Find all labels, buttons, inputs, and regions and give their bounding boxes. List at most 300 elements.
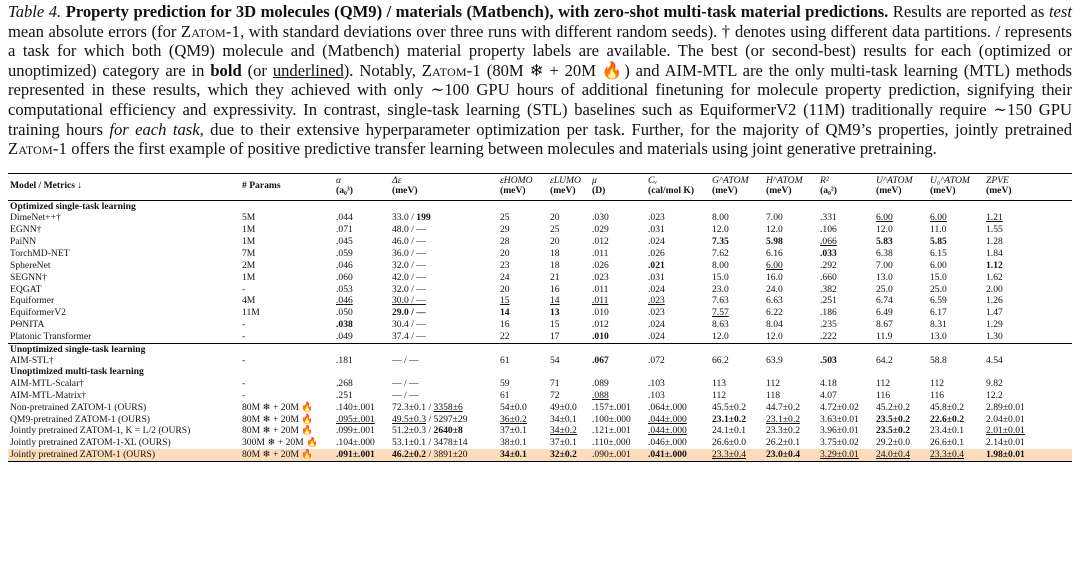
params-cell: 1M — [242, 224, 256, 236]
caption-text-1: Results are reported as — [892, 2, 1049, 21]
metric-cell: 30.0 / — — [392, 295, 426, 307]
model-name-cell: Jointly pretrained ZATOM-1 (OURS) — [8, 449, 240, 461]
metric-cell: .045 — [336, 235, 353, 247]
metric-cell: 24.0±0.4 — [874, 449, 928, 461]
column-unit: (meV) — [712, 185, 738, 197]
caption-bold-word: bold — [210, 60, 242, 80]
metric-cell: .012 — [592, 319, 609, 331]
table-row — [8, 295, 1072, 307]
section-header-row — [8, 200, 1072, 212]
metric-cell: 37±0.1 — [500, 425, 527, 437]
metric-cell: 26.6±0.1 — [930, 437, 965, 449]
model-name-cell: Equiformer — [10, 295, 55, 307]
metric-cell: 20 — [550, 212, 560, 224]
table-caption — [8, 2, 1072, 159]
metric-cell: 1.47 — [986, 307, 1003, 319]
metric-cell: 30.4 / — — [392, 319, 426, 331]
metric-cell: 1.98±0.01 — [984, 449, 1072, 461]
metric-cell: 54±0.0 — [500, 401, 527, 413]
metric-cell: 61 — [500, 354, 510, 366]
metric-cell: .222 — [820, 331, 837, 343]
metric-cell: 1.62 — [986, 271, 1003, 283]
metric-cell: .186 — [820, 307, 837, 319]
metric-cell: .031 — [648, 271, 665, 283]
column-unit: (meV) — [392, 185, 418, 197]
model-name-cell: DimeNet++† — [10, 212, 61, 224]
metric-cell: .100±.000 — [592, 413, 631, 425]
params-cell: 1M — [242, 235, 256, 247]
model-name-cell: Jointly pretrained ZATOM-1-XL (OURS) — [10, 437, 171, 449]
metric-cell: 34±0.2 — [550, 425, 577, 437]
table-row — [8, 449, 1072, 461]
metric-cell: 12.0 — [766, 224, 783, 236]
column-header — [646, 173, 710, 200]
metric-cell: .050 — [336, 307, 353, 319]
metric-cell: .049 — [336, 331, 353, 343]
table-row — [8, 401, 1072, 413]
metric-cell: 6.17 — [930, 307, 947, 319]
metric-cell: 7.00 — [876, 259, 893, 271]
metric-cell: .023 — [648, 295, 665, 307]
metric-cell: 6.00 — [766, 259, 783, 271]
metric-cell: 45.8±0.2 — [930, 401, 965, 413]
metric-cell: 23.5±0.2 — [876, 425, 911, 437]
section-title: Unoptimized multi-task learning — [10, 366, 144, 378]
metric-cell: 3.75±0.02 — [820, 437, 859, 449]
caption-text-4: (or — [241, 60, 273, 80]
table-title: Property prediction for 3D molecules (QM9) / materials (Matbench), with zero-shot multi-task material predictions. — [65, 2, 889, 21]
metric-cell: .235 — [820, 319, 837, 331]
caption-text-8: offers the first example of positive predictive transfer learning between molecules and materials using joint generative pretraining. — [67, 139, 937, 159]
metric-cell: 17 — [550, 331, 560, 343]
metric-cell: .095±.001 — [336, 413, 375, 425]
metric-cell: 4.72±0.02 — [820, 401, 859, 413]
metric-cell: .026 — [648, 247, 665, 259]
params-cell: 80M ❄ + 20M 🔥 — [240, 449, 334, 461]
model-name-cell: Jointly pretrained ZATOM-1, K = L/2 (OURS) — [10, 425, 191, 437]
metric-cell: 71 — [550, 377, 560, 389]
metric-cell: 23.3±0.2 — [766, 425, 801, 437]
metric-cell: 8.31 — [930, 319, 947, 331]
metric-cell: .044±.000 — [648, 413, 687, 425]
section-header-row — [8, 366, 1072, 377]
metric-cell: 23.1±0.2 — [766, 413, 801, 425]
metric-cell: 2.00 — [986, 283, 1003, 295]
page — [8, 2, 1072, 462]
metric-cell: .103 — [648, 389, 665, 401]
metric-cell: .181 — [336, 354, 353, 366]
caption-emph-each-task: for each task — [109, 119, 200, 139]
metric-cell: 22.6±0.2 — [930, 413, 965, 425]
column-unit: # Params — [242, 180, 281, 191]
metric-cell: 36±0.2 — [500, 413, 527, 425]
column-header — [984, 173, 1072, 200]
metric-cell: 6.00 — [930, 212, 947, 224]
column-symbol: εHOMO — [500, 174, 533, 186]
metric-cell: 1.28 — [986, 235, 1003, 247]
metric-cell: .503 — [820, 354, 837, 366]
metric-cell: 8.63 — [712, 319, 729, 331]
metric-cell: .024 — [648, 235, 665, 247]
params-cell: 1M — [242, 271, 256, 283]
metric-cell: .010 — [592, 307, 609, 319]
metric-cell: 33.0 / 199 — [392, 212, 431, 224]
metric-cell: 48.0 / — — [392, 224, 426, 236]
metric-cell: 25 — [500, 212, 510, 224]
model-name-cell: EGNN† — [10, 224, 42, 236]
metric-cell: 6.15 — [930, 247, 947, 259]
column-unit: (D) — [592, 185, 606, 197]
column-unit: (meV) — [550, 185, 576, 197]
metric-cell: 14 — [500, 307, 510, 319]
metric-cell: — / — — [392, 354, 419, 366]
metric-cell: .088 — [592, 389, 609, 401]
metric-cell: 29.2±0.0 — [876, 437, 911, 449]
metric-cell: .030 — [592, 212, 609, 224]
metric-cell: .011 — [592, 247, 609, 259]
metric-cell: .029 — [592, 224, 609, 236]
metric-cell: 63.9 — [766, 354, 783, 366]
metric-cell: 1.21 — [986, 212, 1003, 224]
metric-cell: .103 — [648, 377, 665, 389]
metric-cell: .066 — [820, 235, 837, 247]
metric-cell: 24.1±0.1 — [712, 425, 747, 437]
metric-cell: .064±.000 — [648, 401, 687, 413]
metric-cell: 112 — [712, 389, 727, 401]
metric-cell: 12.0 — [712, 224, 729, 236]
params-cell: 11M — [242, 307, 260, 319]
metric-cell: 6.49 — [876, 307, 893, 319]
metric-cell: 13.0 — [876, 271, 893, 283]
metric-cell: 7.35 — [712, 235, 729, 247]
metric-cell: 46.2±0.2 / 3891±20 — [390, 449, 498, 461]
table-row — [8, 377, 1072, 389]
model-name-cell: PaiNN — [10, 235, 37, 247]
metric-cell: 2.89±0.01 — [986, 401, 1025, 413]
model-name-cell: EQGAT — [10, 283, 42, 295]
metric-cell: 23 — [500, 259, 510, 271]
metric-cell: 16 — [500, 319, 510, 331]
metric-cell: 49.5±0.3 / 5297±29 — [392, 413, 468, 425]
metric-cell: 12.0 — [766, 331, 783, 343]
params-cell: - — [242, 331, 246, 343]
metric-cell: .067 — [592, 354, 609, 366]
metric-cell: 45.5±0.2 — [712, 401, 747, 413]
caption-model-name-1: Zatom-1 — [180, 21, 241, 41]
metric-cell: 72 — [550, 389, 560, 401]
model-name-cell: SphereNet — [10, 259, 51, 271]
metric-cell: 4.07 — [820, 389, 837, 401]
params-cell: 2M — [242, 259, 256, 271]
caption-text-3: , with standard deviations over three runs with different random seeds). † denotes using different data partitions. / represents a task for which both (QM9) molecule and (Matbench) material property labels are available. The best (or second-best) results for each (optimized or unoptimized) category are in — [8, 21, 1072, 80]
metric-cell: 3.96±0.01 — [820, 425, 859, 437]
metric-cell: 3.63±0.01 — [820, 413, 859, 425]
model-name-cell: QM9-pretrained ZATOM-1 (OURS) — [10, 413, 150, 425]
table-row — [8, 247, 1072, 259]
caption-underlined-word: underlined — [272, 60, 344, 80]
table-row — [8, 413, 1072, 425]
column-unit: (a₀³) — [336, 185, 353, 197]
model-name-cell: AIM-MTL-Scalar† — [10, 377, 85, 389]
metric-cell: 2.04±0.01 — [986, 413, 1025, 425]
params-cell: 80M ❄ + 20M 🔥 — [242, 401, 314, 413]
column-symbol: α — [336, 174, 342, 186]
column-symbol: μ — [592, 174, 597, 186]
metric-cell: 29 — [500, 224, 510, 236]
model-name-cell: Non-pretrained ZATOM-1 (OURS) — [10, 401, 147, 413]
metric-cell: 36.0 / — — [392, 247, 426, 259]
metric-cell: .292 — [820, 259, 837, 271]
metric-cell: .110±.000 — [592, 437, 631, 449]
column-header — [390, 173, 498, 200]
metric-cell: .046 — [336, 295, 353, 307]
metric-cell: 6.74 — [876, 295, 893, 307]
caption-text-7: , due to their extensive hyperparameter optimization per task. Further, for the majority of QM9’s properties, jointly pretrained — [199, 119, 1072, 139]
metric-cell: 7.57 — [712, 307, 729, 319]
column-symbol: εLUMO — [550, 174, 581, 186]
metric-cell: .099±.001 — [336, 425, 375, 437]
metric-cell: 1.30 — [986, 331, 1003, 343]
caption-model-name-3: Zatom-1 — [8, 139, 68, 159]
metric-cell: 23.3±0.4 — [710, 449, 764, 461]
metric-cell: 23.5±0.2 — [876, 413, 911, 425]
metric-cell: 24.0 — [766, 283, 783, 295]
metric-cell: .060 — [336, 271, 353, 283]
metric-cell: 13.0 — [930, 331, 947, 343]
params-cell: - — [242, 389, 246, 401]
section-title: Optimized single-task learning — [10, 200, 136, 212]
metric-cell: 22 — [500, 331, 510, 343]
table-row — [8, 224, 1072, 236]
table-row — [8, 236, 1072, 248]
caption-text-6: (80M ❄ + 20M 🔥) and AIM-MTL are the only multi-task learning (MTL) methods represented in these results, which they achieved with only ∼100 GPU hours of additional finetuning for molecule property prediction, signifying their computational efficiency and expressivity. In contrast, single-task learning (STL) baselines such as EquiformerV2 (11M) traditionally require ∼150 GPU training hours — [8, 60, 1072, 139]
column-unit: (meV) — [500, 185, 526, 197]
column-header — [874, 173, 928, 200]
metric-cell: 29.0 / — — [392, 307, 426, 319]
metric-cell: 118 — [766, 389, 781, 401]
metric-cell: 4.18 — [820, 377, 837, 389]
column-unit: (meV) — [766, 185, 792, 197]
metric-cell: 2.01±0.01 — [986, 425, 1025, 437]
metric-cell: 49±0.0 — [550, 401, 577, 413]
metric-cell: .024 — [648, 331, 665, 343]
metric-cell: 32.0 / — — [392, 283, 426, 295]
metric-cell: 12.0 — [876, 224, 893, 236]
metric-cell: 25.0 — [930, 283, 947, 295]
column-symbol: ZPVE — [986, 174, 1009, 186]
metric-cell: 6.22 — [766, 307, 783, 319]
metric-cell: 7.00 — [766, 212, 783, 224]
metric-cell: 1.12 — [986, 259, 1003, 271]
model-name-cell: AIM-STL† — [10, 354, 54, 366]
column-header — [590, 173, 646, 200]
column-symbol: U₀^ATOM — [930, 174, 970, 186]
metric-cell: 16.0 — [766, 271, 783, 283]
metric-cell: 18 — [550, 247, 560, 259]
metric-cell: .089 — [592, 377, 609, 389]
metric-cell: .021 — [648, 259, 665, 271]
params-cell: 80M ❄ + 20M 🔥 — [242, 413, 314, 425]
column-symbol: R² — [820, 174, 829, 186]
column-header — [764, 173, 818, 200]
metric-cell: .090±.001 — [590, 449, 646, 461]
metric-cell: 25.0 — [876, 283, 893, 295]
metric-cell: .331 — [820, 212, 837, 224]
metric-cell: .011 — [592, 295, 609, 307]
params-cell: - — [242, 377, 246, 389]
metric-cell: 59 — [500, 377, 510, 389]
metric-cell: .023 — [648, 307, 665, 319]
column-header — [710, 173, 764, 200]
metric-cell: 6.00 — [876, 212, 893, 224]
metric-cell: 23.1±0.2 — [712, 413, 747, 425]
metric-cell: 14 — [550, 295, 560, 307]
caption-emph-test: test — [1048, 2, 1072, 21]
metric-cell: .071 — [336, 224, 353, 236]
table-row — [8, 283, 1072, 295]
table-row — [8, 271, 1072, 283]
metric-cell: .106 — [820, 224, 837, 236]
metric-cell: .023 — [592, 271, 609, 283]
metric-cell: 6.00 — [930, 259, 947, 271]
metric-cell: .038 — [336, 319, 353, 331]
results-table — [8, 173, 1072, 462]
metric-cell: 54 — [550, 354, 560, 366]
column-unit: Model / Metrics ↓ — [10, 180, 83, 191]
table-row — [8, 389, 1072, 401]
metric-cell: .033 — [820, 247, 837, 259]
metric-cell: .026 — [592, 259, 609, 271]
column-symbol: U^ATOM — [876, 174, 913, 186]
metric-cell: 7.63 — [712, 295, 729, 307]
metric-cell: 9.82 — [986, 377, 1003, 389]
column-unit: (cal/mol K) — [648, 185, 695, 197]
metric-cell: 20 — [550, 235, 560, 247]
metric-cell: 11.9 — [876, 331, 893, 343]
column-unit: (meV) — [986, 185, 1012, 197]
metric-cell: .046 — [336, 259, 353, 271]
section-title: Unoptimized single-task learning — [8, 343, 1072, 355]
table-header-row — [8, 173, 1072, 200]
metric-cell: — / — — [392, 389, 419, 401]
params-cell: - — [242, 283, 246, 295]
column-symbol: Δε — [392, 174, 402, 186]
column-unit: (meV) — [930, 185, 956, 197]
table-row — [8, 319, 1072, 331]
metric-cell: 6.59 — [930, 295, 947, 307]
params-cell: 300M ❄ + 20M 🔥 — [242, 437, 319, 449]
metric-cell: .251 — [336, 389, 353, 401]
metric-cell: 45.2±0.2 — [876, 401, 911, 413]
column-header — [818, 173, 874, 200]
metric-cell: 23.4±0.1 — [930, 425, 965, 437]
metric-cell: 11.0 — [930, 224, 947, 236]
metric-cell: .091±.001 — [334, 449, 390, 461]
metric-cell: 37.4 / — — [392, 331, 426, 343]
metric-cell: 116 — [876, 389, 891, 401]
column-symbol: Cᵥ — [648, 174, 658, 186]
metric-cell: 7.62 — [712, 247, 729, 259]
metric-cell: — / — — [392, 377, 419, 389]
metric-cell: .140±.001 — [336, 401, 375, 413]
metric-cell: 26.2±0.1 — [766, 437, 801, 449]
column-unit: (meV) — [876, 185, 902, 197]
column-symbol: H^ATOM — [766, 174, 803, 186]
model-name-cell: TorchMD-NET — [10, 247, 70, 259]
metric-cell: 5.98 — [766, 235, 783, 247]
params-cell: 80M ❄ + 20M 🔥 — [242, 425, 314, 437]
params-cell: - — [242, 354, 246, 366]
table-row — [8, 212, 1072, 224]
metric-cell: .072 — [648, 354, 665, 366]
metric-cell: 1.26 — [986, 295, 1003, 307]
metric-cell: 26.6±0.0 — [712, 437, 747, 449]
table-row — [8, 355, 1072, 367]
table-label: Table 4. — [8, 2, 62, 21]
metric-cell: 34±0.1 — [550, 413, 577, 425]
metric-cell: 12.2 — [986, 389, 1003, 401]
metric-cell: .031 — [648, 224, 665, 236]
table-row — [8, 437, 1072, 449]
metric-cell: 6.63 — [766, 295, 783, 307]
table-body — [8, 200, 1072, 461]
metric-cell: 3.29±0.01 — [818, 449, 874, 461]
metric-cell: 1.29 — [986, 319, 1003, 331]
metric-cell: 46.0 / — — [392, 235, 426, 247]
metric-cell: .104±.000 — [336, 437, 375, 449]
metric-cell: .251 — [820, 295, 837, 307]
metric-cell: 66.2 — [712, 354, 729, 366]
metric-cell: 23.0±0.4 — [764, 449, 818, 461]
column-symbol: G^ATOM — [712, 174, 749, 186]
metric-cell: 23.3±0.4 — [928, 449, 984, 461]
params-cell: 5M — [242, 212, 256, 224]
metric-cell: 51.2±0.3 / 2640±8 — [392, 425, 463, 437]
metric-cell: 37±0.1 — [550, 437, 577, 449]
column-header — [548, 173, 590, 200]
metric-cell: 72.3±0.1 / 3358±6 — [392, 401, 463, 413]
params-cell: 4M — [242, 295, 256, 307]
model-name-cell: SEGNN† — [10, 271, 47, 283]
metric-cell: 1.84 — [986, 247, 1003, 259]
section-header-row — [8, 343, 1072, 355]
metric-cell: 5.83 — [876, 235, 893, 247]
metric-cell: 8.04 — [766, 319, 783, 331]
metric-cell: 12.0 — [712, 331, 729, 343]
metric-cell: 8.00 — [712, 212, 729, 224]
metric-cell: 61 — [500, 389, 510, 401]
column-unit: (a₀²) — [820, 185, 837, 197]
metric-cell: 18 — [550, 259, 560, 271]
metric-cell: 20 — [500, 283, 510, 295]
model-name-cell: EquiformerV2 — [10, 307, 66, 319]
column-header — [334, 173, 390, 200]
metric-cell: 53.1±0.1 / 3478±14 — [392, 437, 468, 449]
model-name-cell: AIM-MTL-Matrix† — [10, 389, 87, 401]
metric-cell: 1.55 — [986, 224, 1003, 236]
metric-cell: 20 — [500, 247, 510, 259]
metric-cell: 32±0.2 — [548, 449, 590, 461]
caption-model-name-2: Zatom-1 — [421, 60, 481, 80]
metric-cell: .041±.000 — [646, 449, 710, 461]
metric-cell: 112 — [930, 377, 945, 389]
metric-cell: .059 — [336, 247, 353, 259]
metric-cell: 8.00 — [712, 259, 729, 271]
table-row — [8, 307, 1072, 319]
metric-cell: .012 — [592, 235, 609, 247]
metric-cell: 6.38 — [876, 247, 893, 259]
metric-cell: .023 — [648, 212, 665, 224]
